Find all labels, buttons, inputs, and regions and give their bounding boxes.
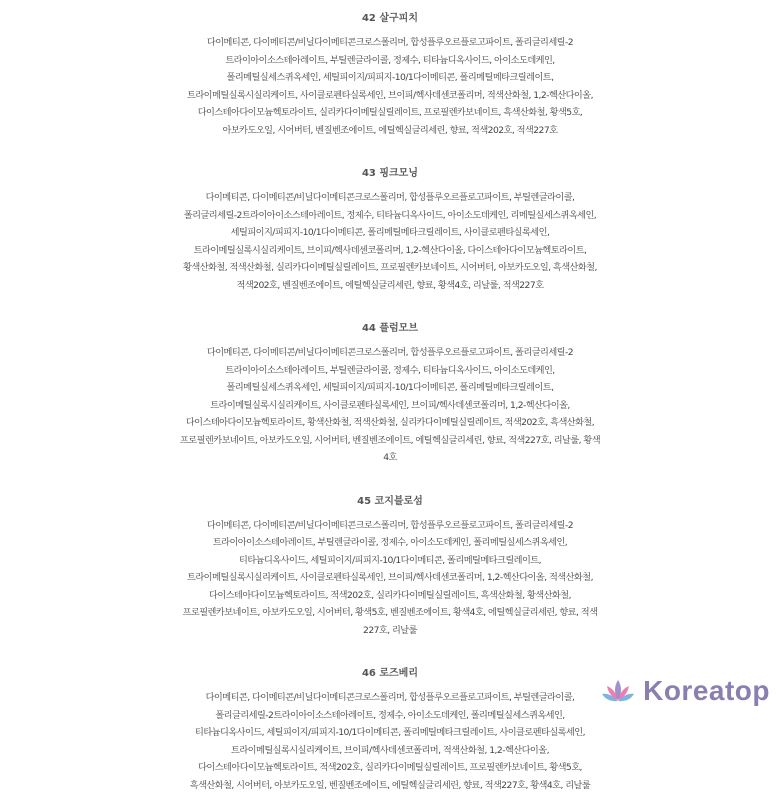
lotus-logo-icon [601, 678, 635, 704]
ingredient-line: 트라이메틸실록시실리케이트, 브이피/헥사데센코폴리머, 적색산화철, 1,2-헥산다이올, [170, 742, 610, 760]
ingredient-line: 다이메티콘, 다이메티콘/비닐다이메티콘크로스폴리머, 합성플루오르플로고파이트, 부틸렌글라이콜, [170, 689, 610, 707]
ingredient-line: 다이메티콘, 다이메티콘/비닐다이메티콘크로스폴리머, 합성플루오르플로고파이트, 폴리글리세릴-2 [170, 344, 610, 362]
ingredient-line: 폴리글리세릴-2트라이아이소스테아레이트, 정제수, 아이소도데케인, 폴리메틸실세스퀴옥세인, [170, 707, 610, 725]
ingredient-line: 4호 [170, 449, 610, 467]
ingredient-line: 세틸피이지/피피지-10/1다이메티콘, 폴리메틸메타크릴레이트, 사이클로펜타실록세인, [170, 224, 610, 242]
ingredient-line: 아보카도오일, 시어버터, 벤질벤조에이트, 에틸헥실글리세린, 향료, 적색202호, 적색227호 [170, 122, 610, 140]
ingredient-line: 트라이메틸실록시실리케이트, 사이클로펜타실록세인, 브이피/헥사데센코폴리머, 1,2-헥산다이올, 적색산화철, [170, 569, 610, 587]
ingredient-text [170, 189, 610, 294]
shade-title: 46 로즈베리 [170, 665, 610, 683]
ingredient-text [170, 517, 610, 640]
ingredient-line: 티타늄디옥사이드, 세틸피이지/피피지-10/1다이메티콘, 폴리메틸메타크릴레이트, 사이클로펜타실록세인, [170, 724, 610, 742]
ingredient-line: 트라이아이소스테아레이트, 부틸렌글라이콜, 정제수, 티타늄디옥사이드, 아이소도데케인, [170, 52, 610, 70]
ingredient-line: 트라이아이소스테아레이트, 부틸렌글라이콜, 정제수, 아이소도데케인, 폴리메틸실세스퀴옥세인, [170, 534, 610, 552]
ingredient-line: 황색산화철, 적색산화철, 실리카다이메틸실릴레이트, 프로필렌카보네이트, 시어버터, 아보카도오일, 흑색산화철, [170, 259, 610, 277]
shade-section-45 [170, 493, 610, 640]
ingredient-line: 다이스테아다이모늄헥토라이트, 황색산화철, 적색산화철, 실리카다이메틸실릴레이트, 적색202호, 흑색산화철, [170, 414, 610, 432]
ingredient-text [170, 689, 610, 794]
shade-section-43 [170, 165, 610, 294]
ingredient-line: 흑색산화철, 시어버터, 아보카도오일, 벤질벤조에이트, 에틸헥실글리세린, 향료, 적색227호, 황색4호, 리날룰 [170, 777, 610, 794]
ingredient-line: 다이메티콘, 다이메티콘/비닐다이메티콘크로스폴리머, 합성플루오르플로고파이트, 폴리글리세릴-2 [170, 517, 610, 535]
ingredient-line: 폴리글리세릴-2트라이아이소스테아레이트, 정제수, 티타늄디옥사이드, 아이소도데케인, 리메틸실세스퀴옥세인, [170, 207, 610, 225]
ingredient-line: 다이스테아다이모늄헥토라이트, 적색202호, 실리카다이메틸실릴레이트, 프로필렌카보네이트, 황색5호, [170, 759, 610, 777]
watermark-text: Koreatop [643, 675, 770, 707]
ingredient-line: 다이메티콘, 다이메티콘/비닐다이메티콘크로스폴리머, 합성플루오르플로고파이트, 부틸렌글라이콜, [170, 189, 610, 207]
ingredient-line: 적색202호, 벤질벤조에이트, 에틸헥실글리세린, 향료, 황색4호, 리날룰, 적색227호 [170, 277, 610, 295]
ingredient-line: 트라이아이소스테아레이트, 부틸렌글라이콜, 정제수, 티타늄디옥사이드, 아이소도데케인, [170, 362, 610, 380]
shade-title: 45 코지블로섬 [170, 493, 610, 511]
ingredient-line: 트라이메틸실록시실리케이트, 브이피/헥사데센코폴리머, 1,2-헥산다이올, 다이스테아다이모늄헥토라이트, [170, 242, 610, 260]
ingredient-line: 트라이메틸실록시실리케이트, 사이클로펜타실록세인, 브이피/헥사데센코폴리머, 1,2-헥산다이올, [170, 397, 610, 415]
shade-title: 42 살구피치 [170, 10, 610, 28]
shade-title: 43 핑크모닝 [170, 165, 610, 183]
ingredient-text [170, 34, 610, 139]
ingredient-line: 프로필렌카보네이트, 아보카도오일, 시어버터, 벤질벤조에이트, 에틸헥실글리세린, 향료, 적색227호, 리날룰, 황색 [170, 432, 610, 450]
koreatop-watermark [601, 675, 770, 707]
ingredient-line: 다이스테아다이모늄헥토라이트, 적색202호, 실리카다이메틸실릴레이트, 흑색산화철, 황색산화철, [170, 587, 610, 605]
ingredient-line: 프로필렌카보네이트, 아보카도오일, 시어버터, 황색5호, 벤질벤조에이트, 황색4호, 에틸헥실글리세린, 향료, 적색 [170, 604, 610, 622]
ingredient-line: 폴리메틸실세스퀴옥세인, 세틸피이지/피피지-10/1다이메티콘, 폴리메틸메타크릴레이트, [170, 379, 610, 397]
ingredient-line: 다이메티콘, 다이메티콘/비닐다이메티콘크로스폴리머, 합성플루오르플로고파이트, 폴리글리세릴-2 [170, 34, 610, 52]
ingredient-line: 폴리메틸실세스퀴옥세인, 세틸피이지/피피지-10/1다이메티콘, 폴리메틸메타크릴레이트, [170, 69, 610, 87]
ingredient-line: 227호, 리날룰 [170, 622, 610, 640]
shade-section-44 [170, 320, 610, 467]
ingredient-line: 티타늄디옥사이드, 세틸피이지/피피지-10/1다이메티콘, 폴리메틸메타크릴레이트, [170, 552, 610, 570]
ingredient-text [170, 344, 610, 467]
ingredient-line: 트라이메틸실록시실리케이트, 사이클로펜타실록세인, 브이피/헥사데센코폴리머, 적색산화철, 1,2-헥산다이올, [170, 87, 610, 105]
ingredient-line: 다이스테아다이모늄헥토라이트, 실리카다이메틸실릴레이트, 프로필렌카보네이트, 흑색산화철, 황색5호, [170, 104, 610, 122]
shade-section-46 [170, 665, 610, 794]
shade-title: 44 플럼모브 [170, 320, 610, 338]
shade-section-42 [170, 10, 610, 139]
